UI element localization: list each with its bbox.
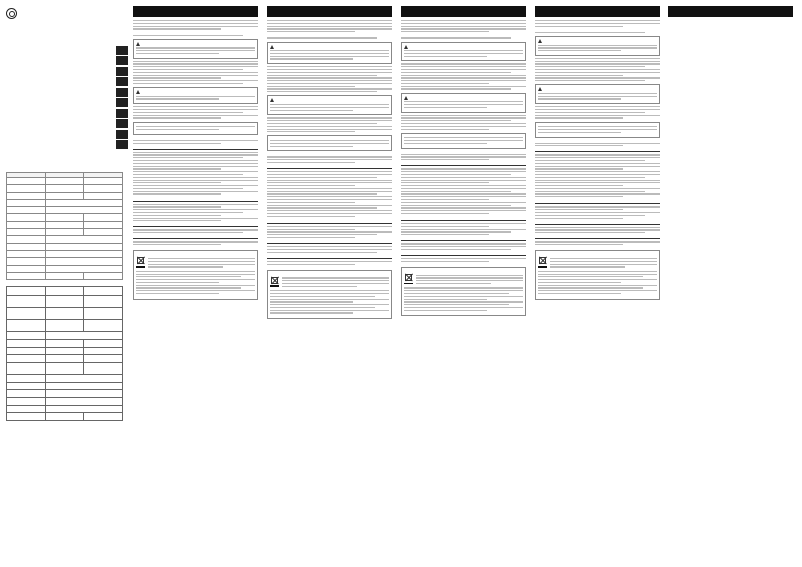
liability-box — [133, 122, 258, 135]
warning-box — [133, 39, 258, 59]
precautions-text — [401, 37, 526, 38]
disposal-info-box — [267, 270, 392, 319]
notice-text — [133, 140, 258, 144]
disposal-symbol-row — [404, 273, 523, 286]
caution-bullets — [401, 115, 526, 130]
info-manual-heading — [133, 225, 258, 227]
warning-bullets — [401, 63, 526, 89]
caution-triangle-icon — [404, 96, 408, 100]
caution-bullets — [267, 117, 392, 132]
caution-box — [133, 87, 258, 104]
info-functions-heading — [401, 219, 526, 221]
caution-bullets — [133, 106, 258, 118]
info-manual-heading — [535, 223, 660, 225]
precautions-text — [133, 35, 258, 36]
info-disposal-heading — [267, 257, 392, 259]
language-header — [535, 6, 660, 17]
info-disposal-heading — [401, 254, 526, 256]
info-manual-text — [535, 227, 660, 234]
language-header — [401, 6, 526, 17]
info-functions-heading — [535, 202, 660, 204]
warning-triangle-icon — [270, 45, 274, 49]
handling-heading — [535, 150, 660, 152]
handling-text — [401, 168, 526, 214]
info-disposal-text — [133, 241, 258, 245]
caution-box — [401, 93, 526, 113]
info-manual-text — [133, 229, 258, 233]
crossed-bin-icon — [404, 273, 413, 284]
info-manual-text — [401, 243, 526, 250]
caution-box — [535, 84, 660, 104]
liability-box — [267, 135, 392, 151]
warning-triangle-icon — [538, 39, 542, 43]
column-deutsch — [265, 2, 394, 557]
warning-triangle-icon — [136, 42, 140, 46]
info-manual-heading — [401, 239, 526, 241]
intro-text — [133, 20, 258, 30]
warning-triangle-icon — [404, 45, 408, 49]
warning-box — [535, 36, 660, 56]
notice-text — [267, 156, 392, 163]
handling-text — [133, 152, 258, 195]
warning-bullets — [535, 58, 660, 81]
notice-text — [535, 143, 660, 147]
language-header — [267, 6, 392, 17]
info-functions-heading — [267, 222, 392, 224]
disposal-info-box — [401, 267, 526, 316]
info-disposal-heading — [133, 237, 258, 239]
intro-text — [401, 20, 526, 32]
info-disposal-heading — [535, 237, 660, 239]
disposal-info-box — [133, 250, 258, 299]
warning-bullets — [267, 66, 392, 92]
crossed-bin-icon — [136, 256, 145, 267]
info-functions-text — [133, 204, 258, 222]
info-disposal-text — [401, 258, 526, 262]
liability-box — [401, 133, 526, 149]
language-header — [133, 6, 258, 17]
handling-heading — [267, 167, 392, 169]
info-functions-heading — [133, 200, 258, 202]
column-espanol — [533, 2, 662, 557]
warning-box — [267, 42, 392, 65]
info-functions-text — [267, 226, 392, 238]
info-disposal-text — [535, 241, 660, 245]
column-francais — [399, 2, 528, 557]
crossed-bin-icon — [538, 256, 547, 267]
intro-text — [267, 20, 392, 32]
precautions-text — [535, 32, 660, 33]
crossed-bin-icon — [270, 276, 279, 287]
handling-text — [267, 171, 392, 217]
precautions-text — [267, 37, 392, 38]
caution-box — [267, 95, 392, 115]
info-manual-heading — [267, 242, 392, 244]
info-manual-text — [267, 246, 392, 253]
info-functions-text — [535, 206, 660, 218]
intro-text — [535, 20, 660, 27]
disposal-symbol-row — [270, 276, 389, 289]
handling-heading — [401, 164, 526, 166]
disposal-symbol-row — [538, 256, 657, 269]
handling-text — [535, 154, 660, 197]
caution-triangle-icon — [270, 98, 274, 102]
info-functions-text — [401, 223, 526, 235]
caution-triangle-icon — [538, 87, 542, 91]
caution-triangle-icon — [136, 90, 140, 94]
warning-bullets — [133, 61, 258, 84]
disposal-symbol-row — [136, 256, 255, 269]
liability-box — [535, 122, 660, 138]
notice-text — [401, 154, 526, 161]
warning-box — [401, 42, 526, 62]
caution-bullets — [535, 106, 660, 118]
disposal-info-box — [535, 250, 660, 299]
info-disposal-text — [267, 261, 392, 265]
handling-heading — [133, 148, 258, 150]
column-english — [131, 2, 260, 557]
